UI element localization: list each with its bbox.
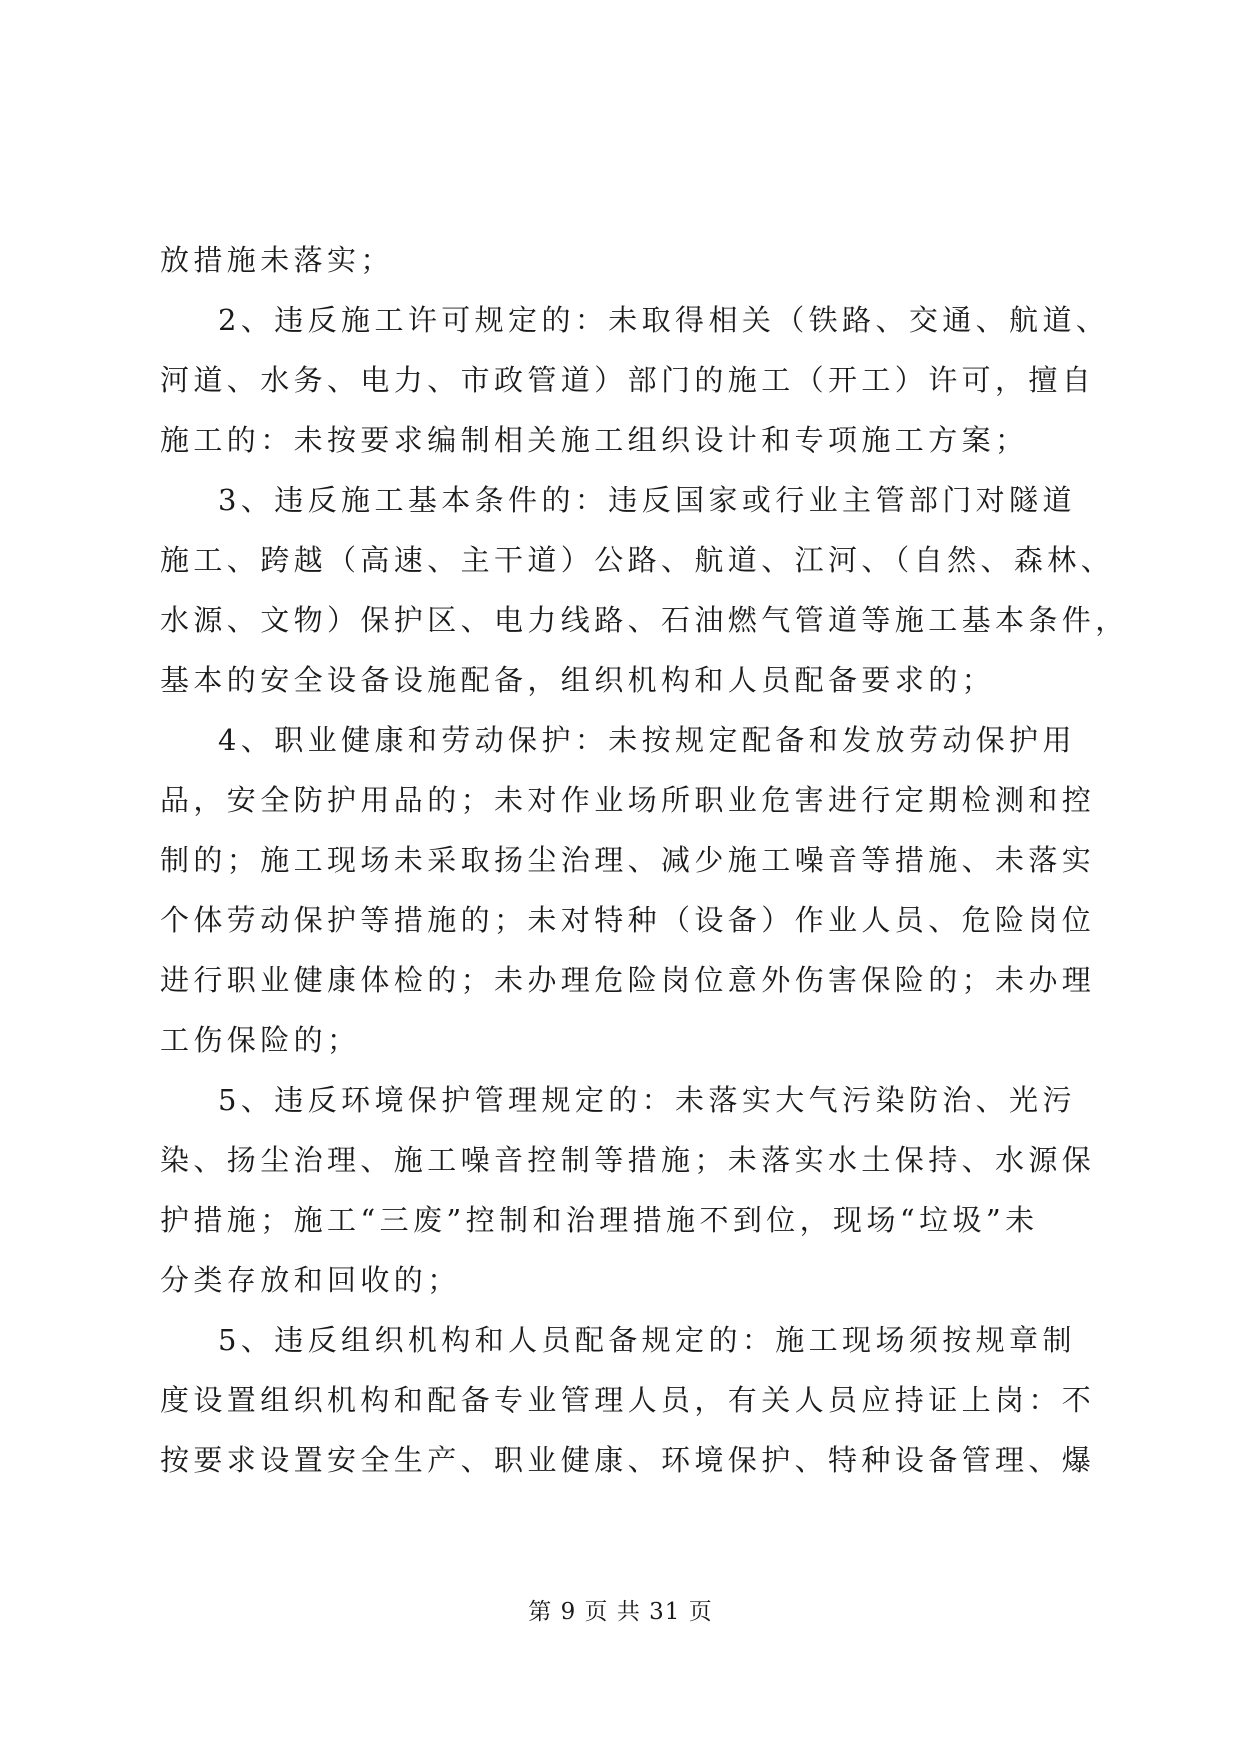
paragraph-2-start: 2、违反施工许可规定的：未取得相关（铁路、交通、航道、: [218, 303, 1110, 337]
text-line: 护措施；施工“三废”控制和治理措施不到位，现场“垃圾”未: [160, 1203, 1039, 1237]
text-line: 水源、文物）保护区、电力线路、石油燃气管道等施工基本条件，: [160, 603, 1129, 637]
text-line: 放措施未落实；: [160, 243, 394, 277]
text-line: 分类存放和回收的；: [160, 1263, 461, 1297]
text-line: 品，安全防护用品的；未对作业场所职业危害进行定期检测和控: [160, 783, 1096, 817]
text-line: 个体劳动保护等措施的；未对特种（设备）作业人员、危险岗位: [160, 903, 1096, 937]
text-line: 进行职业健康体检的；未办理危险岗位意外伤害保险的；未办理: [160, 963, 1096, 997]
text-line: 河道、水务、电力、市政管道）部门的施工（开工）许可，擅自: [160, 363, 1096, 397]
paragraph-5a-start: 5、违反环境保护管理规定的：未落实大气污染防治、光污: [218, 1083, 1076, 1117]
text-line: 度设置组织机构和配备专业管理人员，有关人员应持证上岗：不: [160, 1383, 1096, 1417]
paragraph-5b-start: 5、违反组织机构和人员配备规定的：施工现场须按规章制: [218, 1323, 1076, 1357]
text-line: 制的；施工现场未采取扬尘治理、减少施工噪音等措施、未落实: [160, 843, 1096, 877]
paragraph-3-start: 3、违反施工基本条件的：违反国家或行业主管部门对隧道: [218, 483, 1076, 517]
text-line: 基本的安全设备设施配备，组织机构和人员配备要求的；: [160, 663, 996, 697]
text-line: 施工、跨越（高速、主干道）公路、航道、江河、（自然、森林、: [160, 543, 1115, 577]
page-number: 第 9 页 共 31 页: [528, 1599, 713, 1625]
text-line: 染、扬尘治理、施工噪音控制等措施；未落实水土保持、水源保: [160, 1143, 1096, 1177]
text-line: 按要求设置安全生产、职业健康、环境保护、特种设备管理、爆: [160, 1443, 1096, 1477]
text-line: 施工的：未按要求编制相关施工组织设计和专项施工方案；: [160, 423, 1029, 457]
text-line: 工伤保险的；: [160, 1023, 361, 1057]
paragraph-4-start: 4、职业健康和劳动保护：未按规定配备和发放劳动保护用: [218, 723, 1076, 757]
